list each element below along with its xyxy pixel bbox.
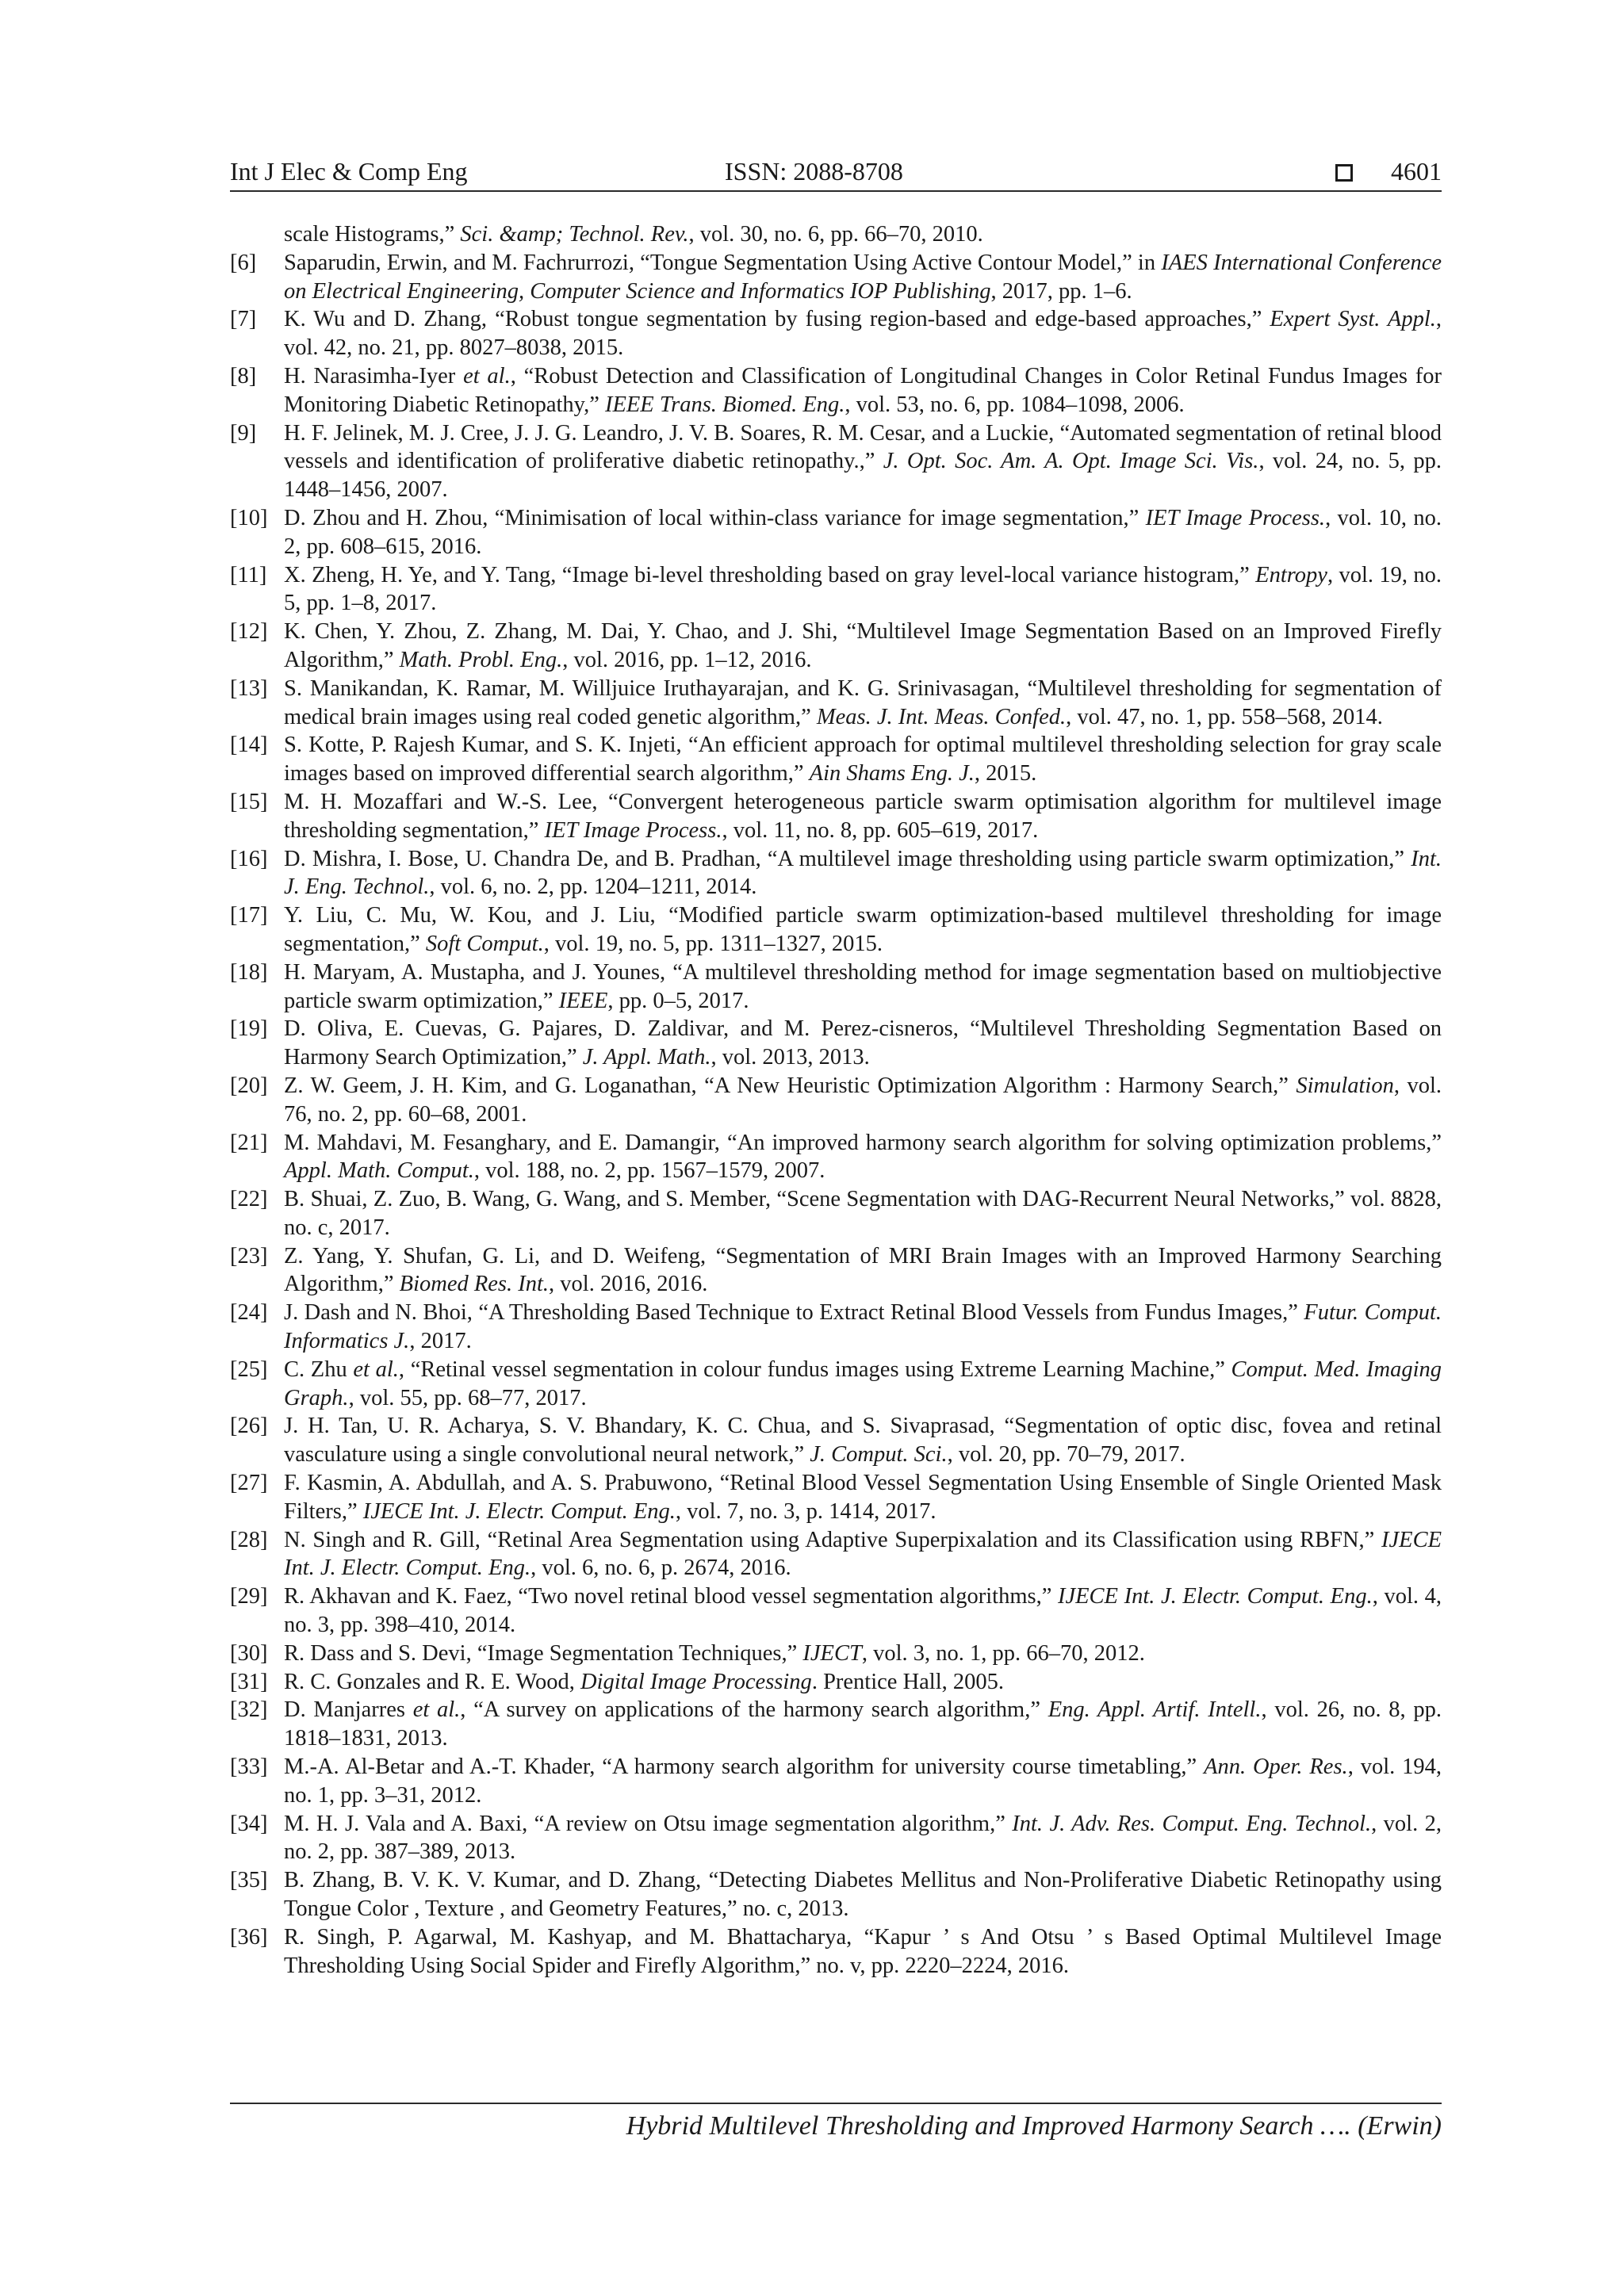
reference-text: C. Zhu et al., “Retinal vessel segmentation in colour fundus images using Extreme Learning Machine,” Comput. Med. Imaging Graph., vol. 55, pp. 68–77, 2017. — [284, 1357, 1442, 1410]
reference-item — [230, 1640, 1442, 1668]
reference-item — [230, 901, 1442, 959]
reference-text: M.-A. Al-Betar and A.-T. Khader, “A harmony search algorithm for university course timetabling,” Ann. Oper. Res., vol. 194, no. 1, pp. 3–31, 2012. — [284, 1755, 1442, 1808]
reference-number: [14] — [230, 733, 268, 758]
reference-number: [27] — [230, 1471, 268, 1496]
reference-item — [230, 1356, 1442, 1413]
reference-text: H. Maryam, A. Mustapha, and J. Younes, “A multilevel thresholding method for image segmentation based on multiobjective particle swarm optimization,” IEEE, pp. 0–5, 2017. — [284, 959, 1442, 1013]
reference-text: X. Zheng, H. Ye, and Y. Tang, “Image bi-level thresholding based on gray level-local variance histogram,” Entropy, vol. 19, no. 5, pp. 1–8, 2017. — [284, 562, 1442, 616]
reference-item — [230, 731, 1442, 788]
reference-text: J. H. Tan, U. R. Acharya, S. V. Bhandary, K. C. Chua, and S. Sivaprasad, “Segmentation of optic disc, fovea and retinal vasculature using a single convolutional neural network,” J. Comput. Sci., vol. 20, pp. 70–79, 2017. — [284, 1414, 1442, 1468]
reference-item — [230, 1242, 1442, 1299]
reference-text: J. Dash and N. Bhoi, “A Thresholding Based Technique to Extract Retinal Blood Vessels from Fundus Images,” Futur. Comput. Informatics J., 2017. — [284, 1300, 1442, 1354]
reference-text: M. H. Mozaffari and W.-S. Lee, “Convergent heterogeneous particle swarm optimisation algorithm for multilevel image thresholding segmentation,” IET Image Process., vol. 11, no. 8, pp. 605–619, 2017. — [284, 789, 1442, 843]
box-icon — [1335, 164, 1353, 182]
reference-item — [230, 1072, 1442, 1129]
reference-text: D. Manjarres et al., “A survey on applications of the harmony search algorithm,” Eng. Appl. Artif. Intell., vol. 26, no. 8, pp. 1818–1831, 2013. — [284, 1697, 1442, 1751]
reference-item — [230, 504, 1442, 561]
reference-number: [12] — [230, 619, 268, 645]
reference-number: [28] — [230, 1527, 268, 1552]
reference-text: D. Oliva, E. Cuevas, G. Pajares, D. Zaldivar, and M. Perez-cisneros, “Multilevel Thresholding Segmentation Based on Harmony Search Optimization,” J. Appl. Math., vol. 2013, 2013. — [284, 1016, 1442, 1070]
reference-number: [33] — [230, 1755, 268, 1780]
reference-text: N. Singh and R. Gill, “Retinal Area Segmentation using Adaptive Superpixalation and its Classification using RBFN,” IJECE Int. J. Electr. Comput. Eng., vol. 6, no. 6, p. 2674, 2016. — [284, 1527, 1442, 1581]
reference-item — [230, 1015, 1442, 1072]
reference-item — [230, 1412, 1442, 1469]
reference-number: [9] — [230, 420, 257, 446]
reference-text: M. Mahdavi, M. Fesanghary, and E. Damangir, “An improved harmony search algorithm for solving optimization problems,” Appl. Math. Comput., vol. 188, no. 2, pp. 1567–1579, 2007. — [284, 1130, 1442, 1184]
issn-label: ISSN: 2088-8708 — [725, 157, 903, 186]
reference-number: [36] — [230, 1924, 268, 1950]
reference-item — [230, 305, 1442, 362]
reference-number: [7] — [230, 307, 257, 332]
reference-item — [230, 1866, 1442, 1923]
running-title: Hybrid Multilevel Thresholding and Improved Harmony Search …. (Erwin) — [626, 2111, 1442, 2141]
reference-text: R. Akhavan and K. Faez, “Two novel retinal blood vessel segmentation algorithms,” IJECE Int. J. Electr. Comput. Eng., vol. 4, no. 3, pp. 398–410, 2014. — [284, 1584, 1442, 1638]
reference-number: [19] — [230, 1016, 268, 1042]
reference-number: [8] — [230, 363, 257, 388]
reference-number: [23] — [230, 1243, 268, 1269]
reference-item — [230, 788, 1442, 845]
reference-text: F. Kasmin, A. Abdullah, and A. S. Prabuwono, “Retinal Blood Vessel Segmentation Using Ensemble of Single Oriented Mask Filters,” IJECE Int. J. Electr. Comput. Eng., vol. 7, no. 3, p. 1414, 2017. — [284, 1471, 1442, 1524]
reference-number: [24] — [230, 1300, 268, 1326]
reference-text: D. Zhou and H. Zhou, “Minimisation of local within-class variance for image segmentation,” IET Image Process., vol. 10, no. 2, pp. 608–615, 2016. — [284, 505, 1442, 559]
reference-text: Saparudin, Erwin, and M. Fachrurrozi, “Tongue Segmentation Using Active Contour Model,” in IAES International Conference on Electrical Engineering, Computer Science and Informatics IOP Publishing, 2017, pp. 1–6. — [284, 250, 1442, 304]
reference-item — [230, 1469, 1442, 1526]
reference-item — [230, 675, 1442, 732]
reference-text: D. Mishra, I. Bose, U. Chandra De, and B. Pradhan, “A multilevel image thresholding using particle swarm optimization,” Int. J. Eng. Technol., vol. 6, no. 2, pp. 1204–1211, 2014. — [284, 846, 1442, 900]
reference-number: [31] — [230, 1669, 268, 1694]
reference-text: R. C. Gonzales and R. E. Wood, Digital Image Processing. Prentice Hall, 2005. — [284, 1669, 1005, 1694]
reference-text: S. Manikandan, K. Ramar, M. Willjuice Iruthayarajan, and K. G. Srinivasagan, “Multilevel thresholding for segmentation of medical brain images using real coded genetic algorithm,” Meas. J. Int. Meas. Confed., vol. 47, no. 1, pp. 558–568, 2014. — [284, 675, 1442, 729]
reference-item — [230, 1668, 1442, 1697]
reference-text: R. Singh, P. Agarwal, M. Kashyap, and M. Bhattacharya, “Kapur ’ s And Otsu ’ s Based Optimal Multilevel Image Thresholding Using Social Spider and Firefly Algorithm,” no. v, pp. 2220–2224, 2016. — [284, 1924, 1442, 1978]
reference-text: K. Wu and D. Zhang, “Robust tongue segmentation by fusing region-based and edge-based approaches,” Expert Syst. Appl., vol. 42, no. 21, pp. 8027–8038, 2015. — [284, 307, 1442, 361]
reference-number: [6] — [230, 250, 257, 275]
reference-item — [230, 362, 1442, 419]
reference-number: [30] — [230, 1640, 268, 1666]
reference-number: [34] — [230, 1811, 268, 1836]
reference-text: Y. Liu, C. Mu, W. Kou, and J. Liu, “Modified particle swarm optimization-based multilevel thresholding for image segmentation,” Soft Comput., vol. 19, no. 5, pp. 1311–1327, 2015. — [284, 903, 1442, 956]
page-number: 4601 — [1391, 157, 1442, 186]
reference-number: [32] — [230, 1697, 268, 1723]
reference-text: M. H. J. Vala and A. Baxi, “A review on Otsu image segmentation algorithm,” Int. J. Adv. Res. Comput. Eng. Technol., vol. 2, no. 2, pp. 387–389, 2013. — [284, 1811, 1442, 1865]
reference-number: [26] — [230, 1414, 268, 1439]
reference-item — [230, 618, 1442, 675]
reference-item — [230, 1923, 1442, 1980]
page-header — [230, 152, 1442, 192]
reference-text: H. Narasimha-Iyer et al., “Robust Detection and Classification of Longitudinal Changes in Color Retinal Fundus Images for Monitoring Diabetic Retinopathy,” IEEE Trans. Biomed. Eng., vol. 53, no. 6, pp. 1084–1098, 2006. — [284, 363, 1442, 417]
reference-item — [230, 220, 1442, 249]
reference-item — [230, 1526, 1442, 1583]
reference-number: [17] — [230, 903, 268, 928]
reference-item — [230, 1582, 1442, 1640]
reference-item — [230, 419, 1442, 504]
reference-number: [22] — [230, 1187, 268, 1212]
reference-number: [18] — [230, 959, 268, 985]
reference-number: [10] — [230, 505, 268, 530]
reference-item — [230, 1185, 1442, 1242]
reference-item — [230, 1810, 1442, 1867]
journal-name: Int J Elec & Comp Eng — [230, 157, 468, 186]
reference-text: K. Chen, Y. Zhou, Z. Zhang, M. Dai, Y. Chao, and J. Shi, “Multilevel Image Segmentation Based on an Improved Firefly Algorithm,” Math. Probl. Eng., vol. 2016, pp. 1–12, 2016. — [284, 619, 1442, 672]
reference-list — [230, 220, 1442, 1980]
reference-item — [230, 1299, 1442, 1356]
reference-item — [230, 959, 1442, 1016]
reference-number: [29] — [230, 1584, 268, 1609]
reference-item — [230, 845, 1442, 902]
reference-number: [15] — [230, 789, 268, 814]
reference-number: [13] — [230, 675, 268, 701]
reference-text: B. Shuai, Z. Zuo, B. Wang, G. Wang, and S. Member, “Scene Segmentation with DAG-Recurrent Neural Networks,” vol. 8828, no. c, 2017. — [284, 1187, 1442, 1240]
reference-item — [230, 249, 1442, 306]
page-number-block — [1335, 155, 1442, 187]
footer-divider — [230, 2103, 1442, 2104]
reference-number: [21] — [230, 1130, 268, 1155]
reference-number: [35] — [230, 1868, 268, 1893]
reference-number: [16] — [230, 846, 268, 871]
reference-text: S. Kotte, P. Rajesh Kumar, and S. K. Injeti, “An efficient approach for optimal multilevel thresholding selection for gray scale images based on improved differential search algorithm,” Ain Shams Eng. J., 2015. — [284, 733, 1442, 786]
reference-text: Z. W. Geem, J. H. Kim, and G. Loganathan, “A New Heuristic Optimization Algorithm : Harmony Search,” Simulation, vol. 76, no. 2, pp. 60–68, 2001. — [284, 1073, 1442, 1127]
reference-text: scale Histograms,” Sci. &amp; Technol. Rev., vol. 30, no. 6, pp. 66–70, 2010. — [284, 222, 983, 247]
reference-text: Z. Yang, Y. Shufan, G. Li, and D. Weifeng, “Segmentation of MRI Brain Images with an Improved Harmony Searching Algorithm,” Biomed Res. Int., vol. 2016, 2016. — [284, 1243, 1442, 1297]
reference-number: [25] — [230, 1357, 268, 1382]
reference-text: R. Dass and S. Devi, “Image Segmentation Techniques,” IJECT, vol. 3, no. 1, pp. 66–70, 2012. — [284, 1640, 1145, 1666]
reference-item — [230, 1129, 1442, 1186]
reference-item — [230, 1753, 1442, 1810]
reference-text: B. Zhang, B. V. K. V. Kumar, and D. Zhang, “Detecting Diabetes Mellitus and Non-Proliferative Diabetic Retinopathy using Tongue Color , Texture , and Geometry Features,” no. c, 2013. — [284, 1868, 1442, 1922]
reference-item — [230, 1696, 1442, 1753]
reference-number: [11] — [230, 562, 267, 587]
reference-number: [20] — [230, 1073, 268, 1098]
reference-item — [230, 561, 1442, 618]
reference-text: H. F. Jelinek, M. J. Cree, J. J. G. Leandro, J. V. B. Soares, R. M. Cesar, and a Luckie, “Automated segmentation of retinal blood vessels and identification of proliferative diabetic retinopathy.,” J. Opt. Soc. Am. A. Opt. Image Sci. Vis., vol. 24, no. 5, pp. 1448–1456, 2007. — [284, 420, 1442, 503]
